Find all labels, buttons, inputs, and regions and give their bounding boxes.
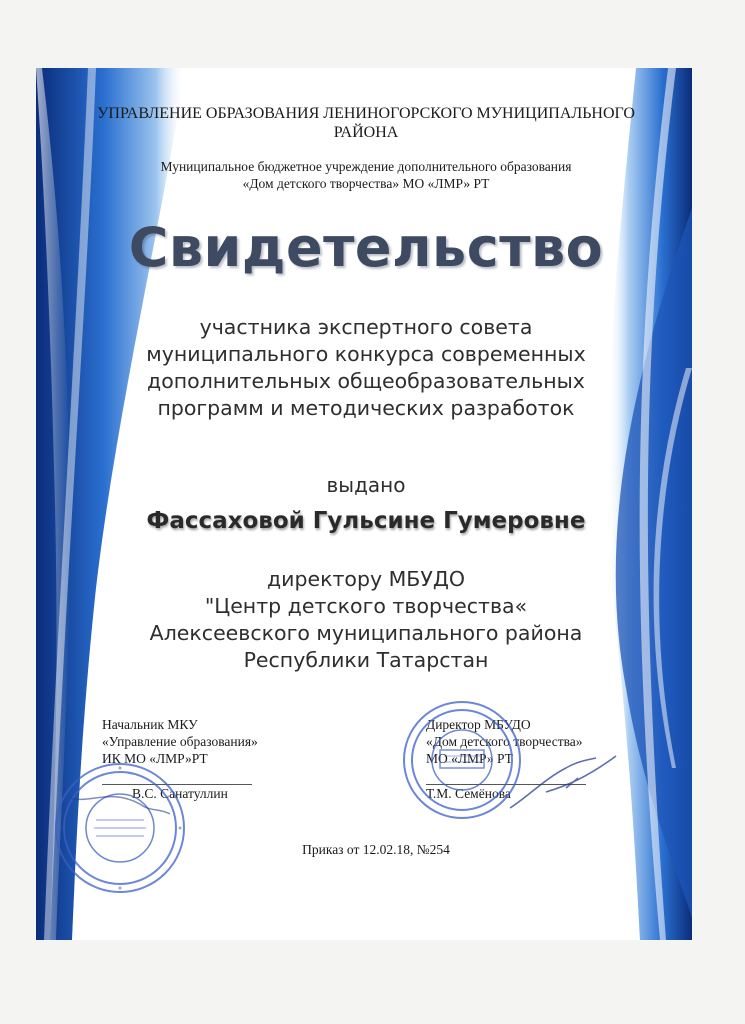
position-line: "Центр детского творчества« <box>204 594 528 618</box>
inst-line-2: «Дом детского творчества» МО «ЛМР» РТ <box>242 176 490 191</box>
signatory-left-line: «Управление образования» <box>102 734 258 749</box>
position-line: Алексеевского муниципального района <box>149 621 583 645</box>
subtitle-line: программ и методических разработок <box>157 396 575 420</box>
subtitle-line: муниципального конкурса современных <box>146 342 586 366</box>
position-line: Республики Татарстан <box>243 648 489 672</box>
recipient-name: Фассаховой Гульсине Гумеровне <box>146 508 586 534</box>
issued-label: выдано <box>326 473 406 497</box>
order-reference: Приказ от 12.02.18, №254 <box>302 842 450 857</box>
recipient-position <box>96 566 636 674</box>
certificate-subtitle <box>96 314 636 422</box>
signatory-left-line: Начальник МКУ <box>102 717 198 732</box>
signatory-right-name: Т.М. Семёнова <box>426 786 511 801</box>
institution-header <box>96 158 636 192</box>
certificate-sheet <box>36 68 692 940</box>
signatory-left-line: ИК МО «ЛМР»РТ <box>102 751 208 766</box>
signatory-left-name: В.С. Санатуллин <box>132 786 228 801</box>
signatory-right-line: «Дом детского творчества» <box>426 734 583 749</box>
subtitle-line: участника экспертного совета <box>199 315 533 339</box>
certificate-title: Свидетельство <box>128 216 604 279</box>
org-line-1: УПРАВЛЕНИЕ ОБРАЗОВАНИЯ ЛЕНИНОГОРСКОГО МУНИЦИПАЛЬНОГО <box>97 105 635 122</box>
signatory-right-line: МО «ЛМР» РТ <box>426 751 513 766</box>
subtitle-line: дополнительных общеобразовательных <box>147 369 585 393</box>
organization-header <box>96 104 636 142</box>
signatory-right-line: Директор МБУДО <box>426 717 531 732</box>
signature-right <box>506 748 626 818</box>
position-line: директору МБУДО <box>266 567 466 591</box>
inst-line-1: Муниципальное бюджетное учреждение дополнительного образования <box>160 159 572 174</box>
org-line-2: РАЙОНА <box>333 124 399 141</box>
official-seal-left <box>50 758 190 898</box>
